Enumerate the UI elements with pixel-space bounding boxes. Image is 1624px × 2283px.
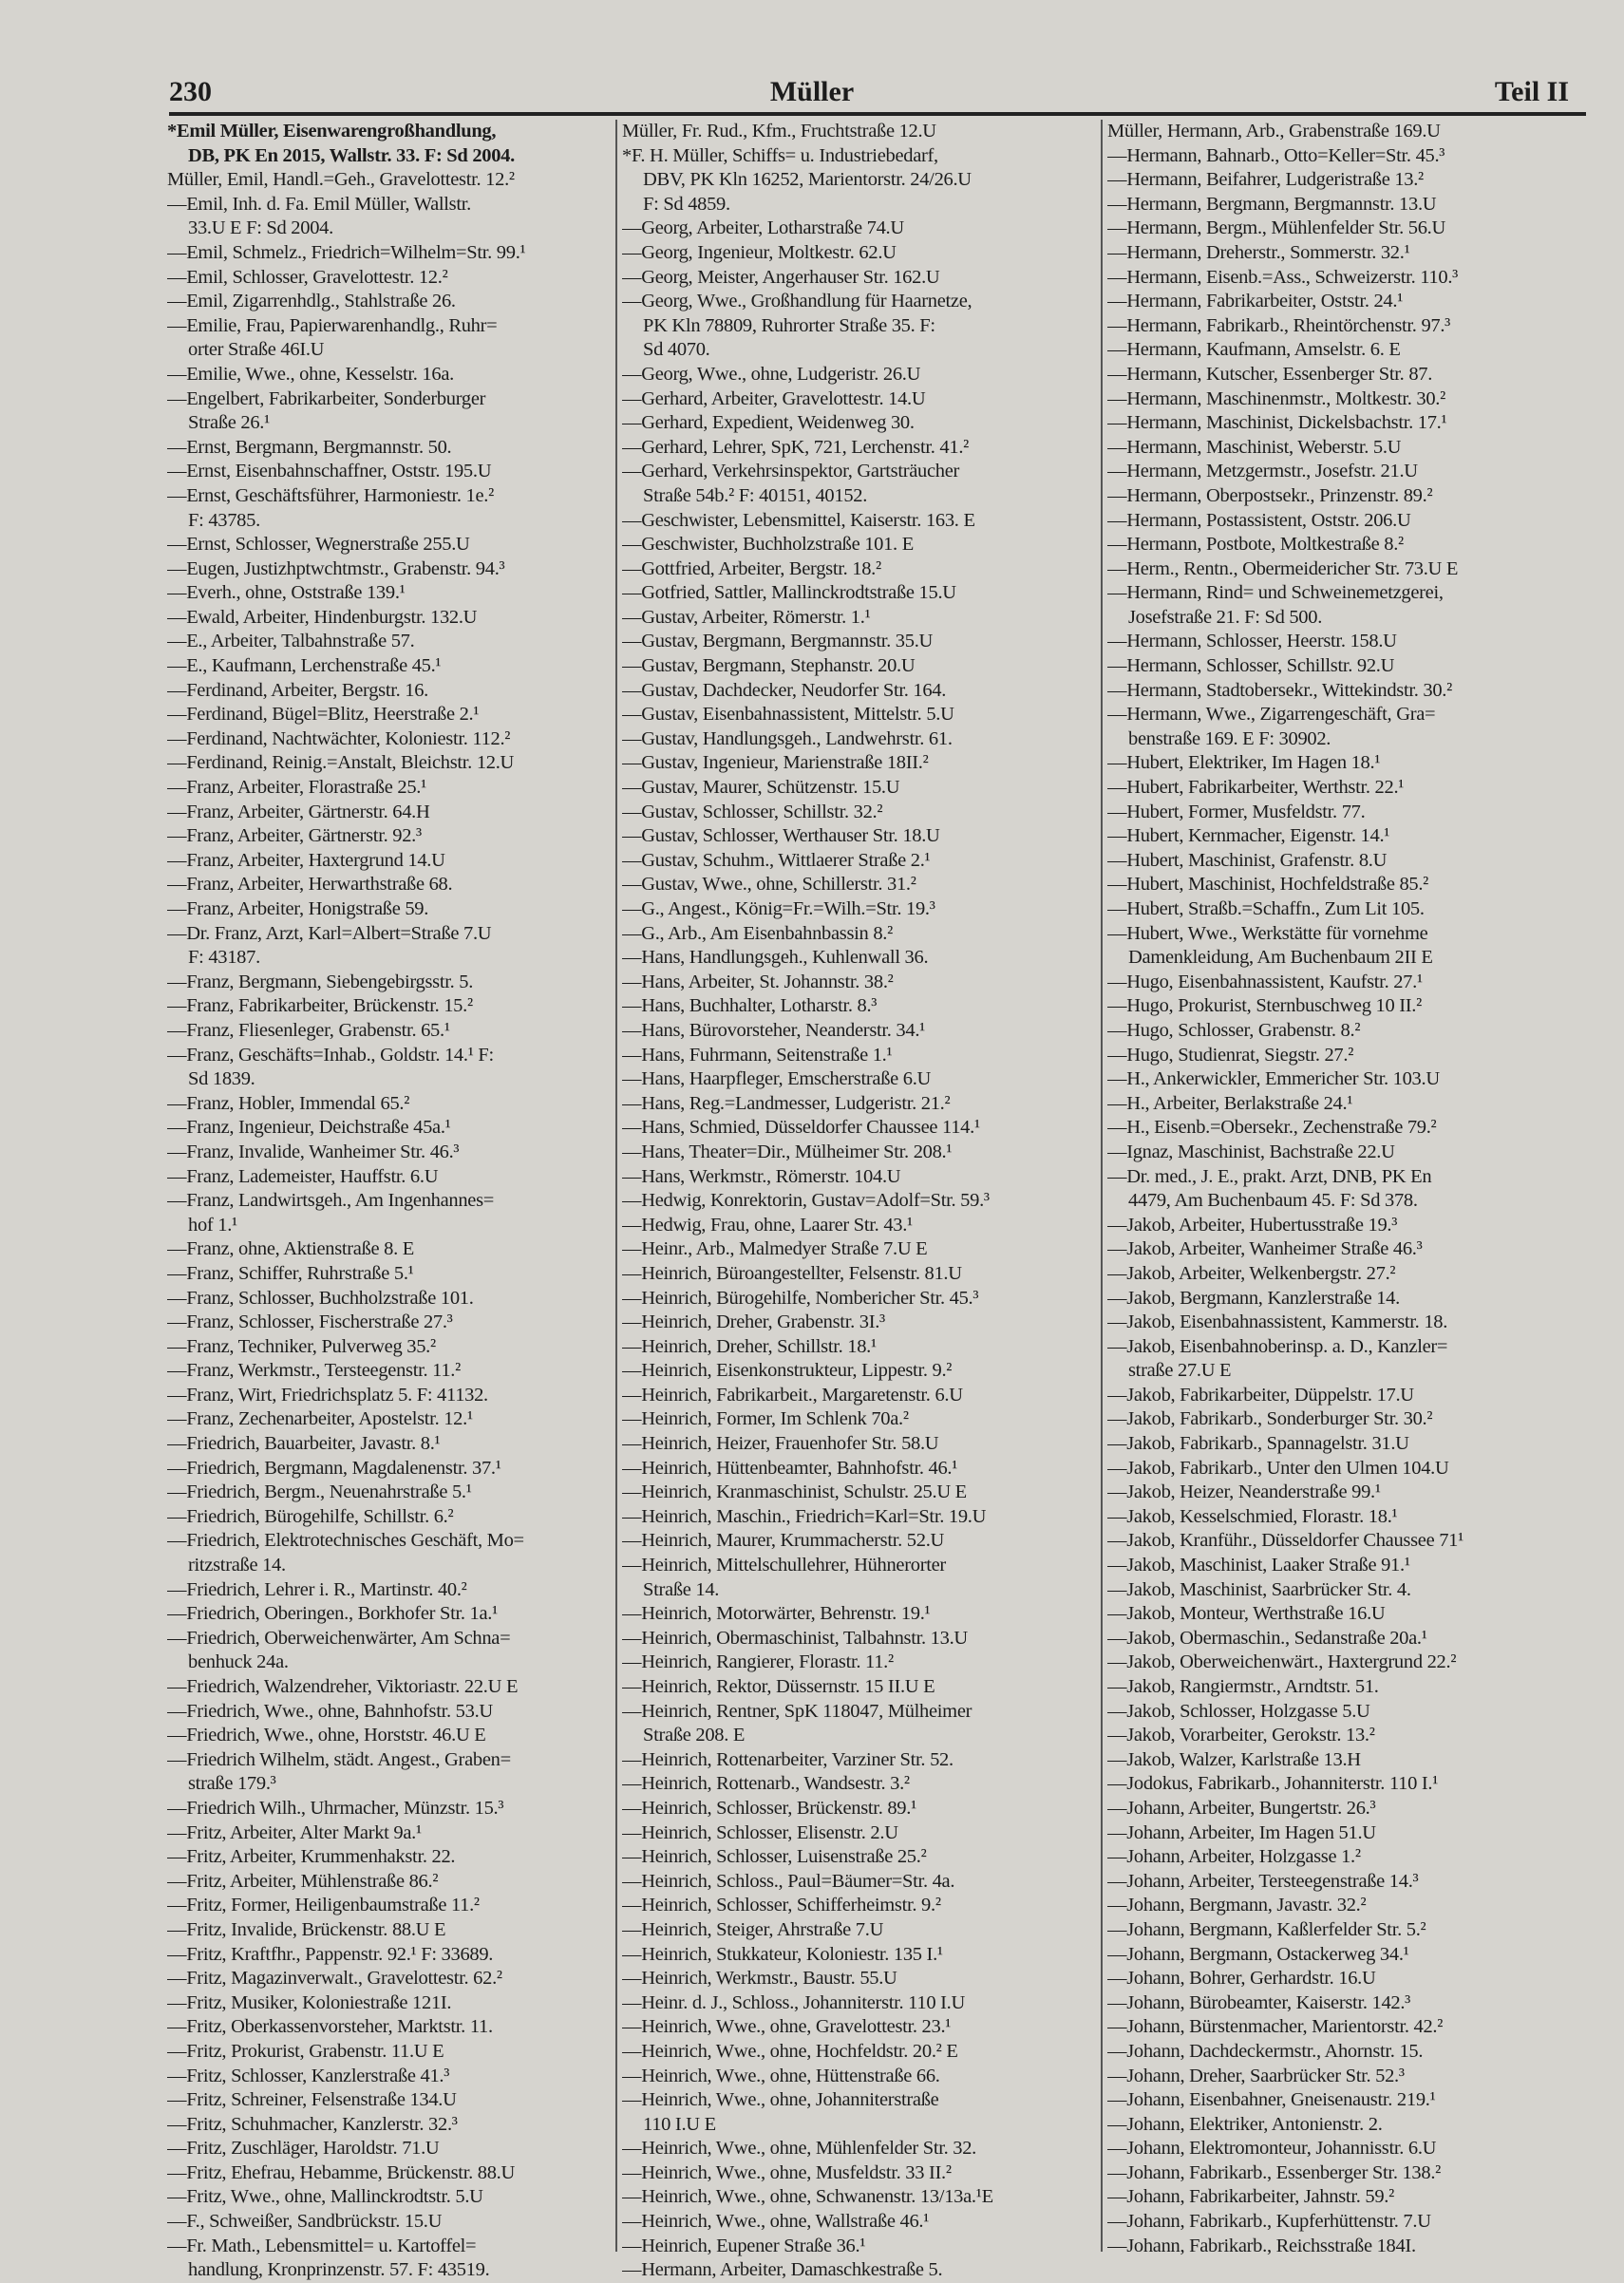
page-title: Müller: [769, 76, 855, 107]
directory-line: —Hubert, Kernmacher, Eigenstr. 14.¹: [1107, 825, 1390, 847]
directory-line: —Hubert, Former, Musfeldstr. 77.: [1107, 801, 1366, 822]
directory-line: —Franz, Ingenieur, Deichstraße 45a.¹: [167, 1117, 451, 1139]
directory-line: —Jakob, Oberweichenwärt., Haxtergrund 22.²: [1107, 1651, 1457, 1673]
directory-line: —Georg, Meister, Angerhauser Str. 162.U: [622, 266, 940, 288]
directory-line: —Heinrich, Wwe., ohne, Johanniterstraße: [622, 2089, 939, 2111]
directory-line: —Hermann, Wwe., Zigarrengeschäft, Gra=: [1107, 704, 1436, 726]
directory-line: —Gustav, Eisenbahnassistent, Mittelstr. 5.U: [622, 704, 954, 726]
directory-line: —Fritz, Kraftfhr., Pappenstr. 92.¹ F: 33689.: [167, 1943, 494, 1965]
directory-line: —Hans, Reg.=Landmesser, Ludgeristr. 21.²: [622, 1092, 951, 1114]
directory-line: —Jakob, Bergmann, Kanzlerstraße 14.: [1107, 1287, 1400, 1309]
directory-line: —Franz, Schlosser, Buchholzstraße 101.: [167, 1287, 474, 1309]
directory-line: —Hermann, Bahnarb., Otto=Keller=Str. 45.³: [1107, 144, 1445, 166]
directory-line: —Heinrich, Wwe., ohne, Gravelottestr. 23.¹: [622, 2016, 952, 2038]
directory-line: —Heinrich, Dreher, Schillstr. 18.¹: [622, 1335, 877, 1357]
directory-line: —Johann, Bürobeamter, Kaiserstr. 142.³: [1107, 1991, 1411, 2013]
directory-line: —Gustav, Bergmann, Stephanstr. 20.U: [622, 655, 916, 677]
directory-line: —Jakob, Rangiermstr., Arndtstr. 51.: [1107, 1676, 1379, 1697]
directory-line: —Jakob, Maschinist, Laaker Straße 91.¹: [1107, 1555, 1410, 1576]
directory-line: —Ernst, Bergmann, Bergmannstr. 50.: [167, 436, 452, 458]
directory-line: —Johann, Fabrikarb., Reichsstraße 184I.: [1107, 2235, 1416, 2256]
directory-line: —Fritz, Magazinverwalt., Gravelottestr. 62.²: [167, 1968, 502, 1990]
directory-line: —Jakob, Walzer, Karlstraße 13.H: [1107, 1748, 1361, 1770]
directory-line: —Hubert, Maschinist, Hochfeldstraße 85.²: [1107, 874, 1429, 896]
directory-line: —Hermann, Fabrikarb., Rheintörchenstr. 97.³: [1107, 314, 1451, 336]
directory-line: Sd 4070.: [643, 339, 710, 361]
directory-line: —Geschwister, Lebensmittel, Kaiserstr. 163. E: [622, 509, 975, 531]
directory-line: —Johann, Fabrikarb., Essenberger Str. 138.²: [1107, 2161, 1441, 2183]
directory-line: —Jakob, Obermaschin., Sedanstraße 20a.¹: [1107, 1627, 1427, 1649]
directory-line: —Heinrich, Werkmstr., Baustr. 55.U: [622, 1968, 897, 1990]
directory-line: —Franz, Schiffer, Ruhrstraße 5.¹: [167, 1262, 414, 1284]
directory-line: 110 I.U E: [643, 2113, 716, 2135]
directory-line: —Everh., ohne, Oststraße 139.¹: [167, 582, 406, 604]
directory-line: —Franz, Hobler, Immendal 65.²: [167, 1092, 410, 1114]
directory-line: —Hermann, Maschinist, Weberstr. 5.U: [1107, 436, 1402, 458]
directory-line: —Jakob, Arbeiter, Wanheimer Straße 46.³: [1107, 1238, 1423, 1260]
directory-line: —Georg, Wwe., ohne, Ludgeristr. 26.U: [622, 363, 921, 385]
directory-line: —Geschwister, Buchholzstraße 101. E: [622, 534, 914, 556]
directory-line: —Jodokus, Fabrikarb., Johanniterstr. 110 I.¹: [1107, 1773, 1439, 1795]
directory-line: —Emilie, Frau, Papierwarenhandlg., Ruhr=: [167, 314, 498, 336]
directory-line: —Hermann, Kutscher, Essenberger Str. 87.: [1107, 363, 1433, 385]
directory-line: —Gustav, Handlungsgeh., Landwehrstr. 61.: [622, 727, 953, 749]
directory-line: —Fritz, Musiker, Koloniestraße 121I.: [167, 1991, 452, 2013]
directory-line: —G., Arb., Am Eisenbahnbassin 8.²: [622, 922, 893, 944]
directory-line: —Ewald, Arbeiter, Hindenburgstr. 132.U: [167, 606, 478, 628]
directory-line: —Fritz, Former, Heiligenbaumstraße 11.²: [167, 1895, 480, 1916]
directory-line: —E., Kaufmann, Lerchenstraße 45.¹: [167, 655, 442, 677]
directory-line: benhuck 24a.: [188, 1651, 289, 1673]
column-1: [167, 120, 614, 2283]
directory-line: —Johann, Fabrikarbeiter, Jahnstr. 59.²: [1107, 2186, 1394, 2208]
directory-line: F: 43785.: [188, 509, 260, 531]
directory-line: —Friedrich, Bauarbeiter, Javastr. 8.¹: [167, 1433, 441, 1455]
directory-line: —Hans, Buchhalter, Lotharstr. 8.³: [622, 995, 878, 1017]
directory-line: —Hermann, Schlosser, Heerstr. 158.U: [1107, 631, 1397, 652]
directory-line: —H., Eisenb.=Obersekr., Zechenstraße 79.²: [1107, 1117, 1437, 1139]
directory-line: —Georg, Arbeiter, Lotharstraße 74.U: [622, 217, 904, 239]
directory-line: —Hermann, Eisenb.=Ass., Schweizerstr. 110.³: [1107, 266, 1458, 288]
directory-line: —Hubert, Straßb.=Schaffn., Zum Lit 105.: [1107, 898, 1425, 919]
directory-line: —Hugo, Schlosser, Grabenstr. 8.²: [1107, 1019, 1361, 1041]
directory-line: —Fritz, Zuschläger, Haroldstr. 71.U: [167, 2138, 440, 2160]
directory-line: —Hans, Schmied, Düsseldorfer Chaussee 114.¹: [622, 1117, 980, 1139]
directory-line: —Hermann, Bergmann, Bergmannstr. 13.U: [1107, 193, 1437, 215]
directory-line: —Heinrich, Eisenkonstrukteur, Lippestr. 9.²: [622, 1360, 953, 1382]
directory-line: —Ferdinand, Bügel=Blitz, Heerstraße 2.¹: [167, 704, 480, 726]
directory-line: —Franz, Arbeiter, Haxtergrund 14.U: [167, 849, 445, 871]
directory-line: —Franz, Lademeister, Hauffstr. 6.U: [167, 1165, 439, 1187]
directory-line: —Emilie, Wwe., ohne, Kesselstr. 16a.: [167, 363, 454, 385]
directory-line: —Dr. med., J. E., prakt. Arzt, DNB, PK En: [1107, 1165, 1432, 1187]
directory-line: —Hubert, Maschinist, Grafenstr. 8.U: [1107, 849, 1388, 871]
directory-line: —Johann, Bergmann, Javastr. 32.²: [1107, 1895, 1367, 1916]
directory-line: —Hans, Arbeiter, St. Johannstr. 38.²: [622, 971, 894, 992]
directory-line: —Franz, ohne, Aktienstraße 8. E: [167, 1238, 414, 1260]
directory-line: PK Kln 78809, Ruhrorter Straße 35. F:: [643, 314, 935, 336]
directory-line: —Friedrich, Bergm., Neuenahrstraße 5.¹: [167, 1481, 472, 1503]
directory-line: —Johann, Dreher, Saarbrücker Str. 52.³: [1107, 2065, 1405, 2086]
directory-line: —Gotfried, Sattler, Mallinckrodtstraße 15.U: [622, 582, 956, 604]
directory-line: —Heinrich, Former, Im Schlenk 70a.²: [622, 1408, 909, 1430]
directory-line: *Emil Müller, Eisenwarengroßhandlung,: [167, 121, 497, 142]
directory-line: —Heinrich, Maurer, Krummacherstr. 52.U: [622, 1530, 945, 1552]
directory-line: Straße 14.: [643, 1578, 720, 1600]
directory-line: —Friedrich, Elektrotechnisches Geschäft, Mo=: [167, 1530, 524, 1552]
directory-line: —Heinrich, Heizer, Frauenhofer Str. 58.U: [622, 1433, 939, 1455]
directory-line: —Hermann, Schlosser, Schillstr. 92.U: [1107, 655, 1395, 677]
directory-line: —Hermann, Rind= und Schweinemetzgerei,: [1107, 582, 1444, 604]
directory-line: straße 179.³: [188, 1773, 276, 1795]
directory-line: *F. H. Müller, Schiffs= u. Industriebedarf,: [622, 144, 938, 166]
directory-line: —Gustav, Maurer, Schützenstr. 15.U: [622, 777, 900, 799]
directory-line: F: 43187.: [188, 947, 260, 969]
directory-line: —Heinrich, Wwe., ohne, Wallstraße 46.¹: [622, 2211, 930, 2233]
directory-line: —Heinrich, Kranmaschinist, Schulstr. 25.U E: [622, 1481, 967, 1503]
directory-line: —Eugen, Justizhptwchtmstr., Grabenstr. 94.³: [167, 557, 505, 579]
directory-line: —Jakob, Fabrikarb., Unter den Ulmen 104.U: [1107, 1457, 1449, 1479]
directory-line: straße 27.U E: [1128, 1360, 1232, 1382]
directory-line: hof 1.¹: [188, 1214, 237, 1236]
directory-line: —Ernst, Schlosser, Wegnerstraße 255.U: [167, 534, 470, 556]
directory-line: ritzstraße 14.: [188, 1555, 286, 1576]
directory-line: —Hans, Haarpfleger, Emscherstraße 6.U: [622, 1068, 932, 1090]
directory-line: —Hermann, Bergm., Mühlenfelder Str. 56.U: [1107, 217, 1445, 239]
directory-line: —Johann, Bürstenmacher, Marientorstr. 42.²: [1107, 2016, 1444, 2038]
directory-line: Damenkleidung, Am Buchenbaum 2II E: [1128, 947, 1433, 969]
directory-line: 33.U E F: Sd 2004.: [188, 217, 333, 239]
directory-line: —Heinrich, Wwe., ohne, Mühlenfelder Str. 32.: [622, 2138, 976, 2160]
directory-line: —Franz, Bergmann, Siebengebirgsstr. 5.: [167, 971, 474, 992]
directory-line: —Gustav, Arbeiter, Römerstr. 1.¹: [622, 606, 871, 628]
directory-line: —Jakob, Monteur, Werthstraße 16.U: [1107, 1603, 1386, 1625]
directory-line: —Franz, Arbeiter, Herwarthstraße 68.: [167, 874, 453, 896]
directory-line: —Emil, Zigarrenhdlg., Stahlstraße 26.: [167, 291, 456, 312]
directory-line: —F., Schweißer, Sandbrückstr. 15.U: [167, 2211, 443, 2233]
directory-line: —Franz, Techniker, Pulverweg 35.²: [167, 1335, 436, 1357]
directory-line: —Heinrich, Rektor, Düssernstr. 15 II.U E: [622, 1676, 935, 1697]
directory-line: —Jakob, Arbeiter, Welkenbergstr. 27.²: [1107, 1262, 1396, 1284]
directory-line: F: Sd 4859.: [643, 193, 730, 215]
directory-line: —Gustav, Ingenieur, Marienstraße 18II.²: [622, 752, 929, 774]
directory-line: benstraße 169. E F: 30902.: [1128, 727, 1331, 749]
directory-line: —Friedrich, Bürogehilfe, Schillstr. 6.²: [167, 1505, 454, 1527]
directory-line: —Jakob, Fabrikarb., Spannagelstr. 31.U: [1107, 1433, 1409, 1455]
header-rule: [169, 112, 1586, 116]
directory-line: DBV, PK Kln 16252, Marientorstr. 24/26.U: [643, 169, 972, 191]
directory-line: —Heinrich, Fabrikarbeit., Margaretenstr. 6.U: [622, 1384, 963, 1406]
directory-line: —Fritz, Schreiner, Felsenstraße 134.U: [167, 2089, 457, 2111]
directory-line: —Hermann, Stadtobersekr., Wittekindstr. 30.²: [1107, 679, 1452, 701]
directory-line: —H., Ankerwickler, Emmericher Str. 103.U: [1107, 1068, 1440, 1090]
directory-line: —Friedrich, Wwe., ohne, Horststr. 46.U E: [167, 1725, 486, 1746]
directory-line: —Johann, Arbeiter, Bungertstr. 26.³: [1107, 1797, 1376, 1819]
directory-line: —Fritz, Oberkassenvorsteher, Marktstr. 11.: [167, 2016, 493, 2038]
directory-line: —Johann, Bohrer, Gerhardstr. 16.U: [1107, 1968, 1376, 1990]
column-divider: [615, 120, 617, 2252]
directory-line: —Friedrich Wilhelm, städt. Angest., Graben=: [167, 1748, 511, 1770]
column-divider: [1101, 120, 1103, 2252]
directory-line: DB, PK En 2015, Wallstr. 33. F: Sd 2004.: [188, 144, 515, 166]
directory-line: —Hugo, Studienrat, Siegstr. 27.²: [1107, 1044, 1354, 1066]
directory-line: —Heinrich, Motorwärter, Behrenstr. 19.¹: [622, 1603, 931, 1625]
directory-line: —Friedrich, Walzendreher, Viktoriastr. 22.U E: [167, 1676, 519, 1697]
directory-line: —Jakob, Eisenbahnassistent, Kammerstr. 18.: [1107, 1311, 1448, 1333]
directory-line: —Jakob, Arbeiter, Hubertusstraße 19.³: [1107, 1214, 1398, 1236]
directory-line: —Hermann, Postassistent, Oststr. 206.U: [1107, 509, 1411, 531]
directory-line: —Hans, Fuhrmann, Seitenstraße 1.¹: [622, 1044, 893, 1066]
directory-line: —Franz, Fliesenleger, Grabenstr. 65.¹: [167, 1019, 450, 1041]
directory-line: —Johann, Eisenbahner, Gneisenaustr. 219.¹: [1107, 2089, 1436, 2111]
directory-line: —Franz, Landwirtsgeh., Am Ingenhannes=: [167, 1190, 495, 1212]
directory-line: —Georg, Ingenieur, Moltkestr. 62.U: [622, 241, 897, 263]
directory-line: —Fritz, Wwe., ohne, Mallinckrodtstr. 5.U: [167, 2186, 483, 2208]
directory-line: —Gottfried, Arbeiter, Bergstr. 18.²: [622, 557, 881, 579]
directory-line: —Franz, Geschäfts=Inhab., Goldstr. 14.¹ F:: [167, 1044, 494, 1066]
directory-line: —Fr. Math., Lebensmittel= u. Kartoffel=: [167, 2235, 477, 2256]
directory-line: —Hugo, Prokurist, Sternbuschweg 10 II.²: [1107, 995, 1422, 1017]
directory-line: Sd 1839.: [188, 1068, 255, 1090]
directory-line: —Heinrich, Hüttenbeamter, Bahnhofstr. 46.¹: [622, 1457, 958, 1479]
directory-line: —Fritz, Invalide, Brückenstr. 88.U E: [167, 1918, 446, 1940]
directory-line: —Johann, Arbeiter, Tersteegenstraße 14.³: [1107, 1870, 1419, 1892]
directory-line: —Franz, Wirt, Friedrichsplatz 5. F: 41132.: [167, 1384, 488, 1406]
directory-line: —Heinrich, Wwe., ohne, Schwanenstr. 13/13a.¹E: [622, 2186, 993, 2208]
directory-line: —Fritz, Arbeiter, Krummenhakstr. 22.: [167, 1846, 456, 1868]
directory-line: —Hedwig, Konrektorin, Gustav=Adolf=Str. 59.³: [622, 1190, 990, 1212]
directory-line: —Johann, Elektriker, Antonienstr. 2.: [1107, 2113, 1383, 2135]
directory-line: —Heinrich, Steiger, Ahrstraße 7.U: [622, 1918, 884, 1940]
directory-line: —Ernst, Geschäftsführer, Harmoniestr. 1e.²: [167, 484, 494, 506]
directory-line: —Heinrich, Schlosser, Luisenstraße 25.²: [622, 1846, 927, 1868]
column-3: [1107, 120, 1586, 2258]
directory-line: —Johann, Fabrikarb., Kupferhüttenstr. 7.U: [1107, 2211, 1431, 2233]
directory-line: —Heinrich, Schlosser, Schifferheimstr. 9.²: [622, 1895, 941, 1916]
directory-line: —Franz, Schlosser, Fischerstraße 27.³: [167, 1311, 453, 1333]
directory-line: —Hans, Werkmstr., Römerstr. 104.U: [622, 1165, 901, 1187]
directory-line: —Hermann, Kaufmann, Amselstr. 6. E: [1107, 339, 1401, 361]
directory-line: Straße 26.¹: [188, 412, 270, 434]
directory-line: —Heinrich, Rangierer, Florastr. 11.²: [622, 1651, 894, 1673]
directory-line: —Jakob, Eisenbahnoberinsp. a. D., Kanzler=: [1107, 1335, 1448, 1357]
directory-line: —Hedwig, Frau, ohne, Laarer Str. 43.¹: [622, 1214, 913, 1236]
directory-line: —Friedrich, Lehrer i. R., Martinstr. 40.²: [167, 1578, 467, 1600]
directory-line: —Jakob, Vorarbeiter, Gerokstr. 13.²: [1107, 1725, 1375, 1746]
directory-line: —Heinrich, Schlosser, Elisenstr. 2.U: [622, 1821, 898, 1843]
directory-line: —Friedrich, Oberweichenwärter, Am Schna=: [167, 1627, 511, 1649]
directory-line: —Franz, Zechenarbeiter, Apostelstr. 12.¹: [167, 1408, 473, 1430]
directory-line: —Heinrich, Obermaschinist, Talbahnstr. 13.U: [622, 1627, 968, 1649]
part-label: Teil II: [1494, 76, 1569, 107]
directory-line: —Gerhard, Expedient, Weidenweg 30.: [622, 412, 915, 434]
directory-line: —Gustav, Schuhm., Wittlaerer Straße 2.¹: [622, 849, 931, 871]
directory-line: —Heinrich, Rentner, SpK 118047, Mülheimer: [622, 1700, 973, 1722]
directory-line: —Friedrich Wilh., Uhrmacher, Münzstr. 15.³: [167, 1797, 504, 1819]
directory-line: —Franz, Arbeiter, Gärtnerstr. 64.H: [167, 801, 430, 822]
directory-line: —Hubert, Wwe., Werkstätte für vornehme: [1107, 922, 1428, 944]
directory-line: —Heinrich, Rottenarbeiter, Varziner Str. 52.: [622, 1748, 954, 1770]
directory-line: —Hans, Bürovorsteher, Neanderstr. 34.¹: [622, 1019, 926, 1041]
directory-line: —Heinrich, Rottenarb., Wandsestr. 3.²: [622, 1773, 910, 1795]
directory-line: orter Straße 46I.U: [188, 339, 325, 361]
directory-line: —Ferdinand, Nachtwächter, Koloniestr. 112.²: [167, 727, 511, 749]
directory-line: —Franz, Werkmstr., Tersteegenstr. 11.²: [167, 1360, 461, 1382]
directory-line: —Gustav, Wwe., ohne, Schillerstr. 31.²: [622, 874, 916, 896]
directory-line: —Heinrich, Büroangestellter, Felsenstr. 81.U: [622, 1262, 962, 1284]
directory-line: —Friedrich, Oberingen., Borkhofer Str. 1a.¹: [167, 1603, 498, 1625]
directory-line: —Gerhard, Verkehrsinspektor, Gartsträucher: [622, 461, 960, 482]
directory-line: —Hubert, Elektriker, Im Hagen 18.¹: [1107, 752, 1381, 774]
directory-line: —Johann, Bergmann, Ostackerweg 34.¹: [1107, 1943, 1409, 1965]
directory-line: 4479, Am Buchenbaum 45. F: Sd 378.: [1128, 1190, 1418, 1212]
directory-line: —Emil, Inh. d. Fa. Emil Müller, Wallstr.: [167, 193, 471, 215]
directory-line: —Gustav, Schlosser, Schillstr. 32.²: [622, 801, 883, 822]
directory-line: —Gustav, Dachdecker, Neudorfer Str. 164.: [622, 679, 947, 701]
directory-line: —Ferdinand, Arbeiter, Bergstr. 16.: [167, 679, 428, 701]
directory-line: —Hermann, Maschinenmstr., Moltkestr. 30.²: [1107, 387, 1445, 409]
directory-line: —Franz, Arbeiter, Florastraße 25.¹: [167, 777, 426, 799]
directory-line: —Jakob, Heizer, Neanderstraße 99.¹: [1107, 1481, 1381, 1503]
directory-line: —Dr. Franz, Arzt, Karl=Albert=Straße 7.U: [167, 922, 492, 944]
directory-line: —Franz, Fabrikarbeiter, Brückenstr. 15.²: [167, 995, 473, 1017]
directory-line: —Hermann, Dreherstr., Sommerstr. 32.¹: [1107, 241, 1410, 263]
directory-line: Müller, Fr. Rud., Kfm., Fruchtstraße 12.U: [622, 121, 936, 142]
directory-line: —Hermann, Postbote, Moltkestraße 8.²: [1107, 534, 1404, 556]
directory-line: —Fritz, Prokurist, Grabenstr. 11.U E: [167, 2040, 444, 2062]
directory-line: —Hubert, Fabrikarbeiter, Werthstr. 22.¹: [1107, 777, 1405, 799]
directory-line: —Jakob, Kranführ., Düsseldorfer Chaussee 71¹: [1107, 1530, 1463, 1552]
directory-line: —Heinrich, Maschin., Friedrich=Karl=Str. 19.U: [622, 1505, 987, 1527]
directory-line: —Herm., Rentn., Obermeidericher Str. 73.U E: [1107, 557, 1459, 579]
directory-line: handlung, Kronprinzenstr. 57. F: 43519.: [188, 2259, 490, 2281]
directory-line: —Jakob, Schlosser, Holzgasse 5.U: [1107, 1700, 1370, 1722]
directory-line: —Hermann, Maschinist, Dickelsbachstr. 17.¹: [1107, 412, 1447, 434]
directory-line: —Heinr., Arb., Malmedyer Straße 7.U E: [622, 1238, 928, 1260]
directory-line: —Heinrich, Wwe., ohne, Hüttenstraße 66.: [622, 2065, 940, 2086]
directory-line: —Gustav, Bergmann, Bergmannstr. 35.U: [622, 631, 934, 652]
directory-line: —E., Arbeiter, Talbahnstraße 57.: [167, 631, 415, 652]
directory-line: —Fritz, Ehefrau, Hebamme, Brückenstr. 88.U: [167, 2161, 515, 2183]
directory-line: Müller, Emil, Handl.=Geh., Gravelottestr. 12.²: [167, 169, 515, 191]
directory-line: —Friedrich, Bergmann, Magdalenenstr. 37.¹: [167, 1457, 501, 1479]
directory-line: —Jakob, Fabrikarb., Sonderburger Str. 30.²: [1107, 1408, 1433, 1430]
directory-line: —Emil, Schlosser, Gravelottestr. 12.²: [167, 266, 448, 288]
directory-line: —Fritz, Arbeiter, Alter Markt 9a.¹: [167, 1821, 422, 1843]
directory-line: —Fritz, Arbeiter, Mühlenstraße 86.²: [167, 1870, 439, 1892]
directory-line: —Hans, Handlungsgeh., Kuhlenwall 36.: [622, 947, 929, 969]
directory-line: —Jakob, Kesselschmied, Florastr. 18.¹: [1107, 1505, 1398, 1527]
directory-line: —Engelbert, Fabrikarbeiter, Sonderburger: [167, 387, 486, 409]
directory-line: —Friedrich, Wwe., ohne, Bahnhofstr. 53.U: [167, 1700, 493, 1722]
directory-line: —Heinrich, Bürogehilfe, Nombericher Str. 45.³: [622, 1287, 979, 1309]
directory-line: —Hugo, Eisenbahnassistent, Kaufstr. 27.¹: [1107, 971, 1423, 992]
directory-line: Josefstraße 21. F: Sd 500.: [1128, 606, 1323, 628]
directory-line: —Heinrich, Wwe., ohne, Musfeldstr. 33 II.²: [622, 2161, 952, 2183]
column-2: [622, 120, 1099, 2283]
directory-line: —Johann, Dachdeckermstr., Ahornstr. 15.: [1107, 2040, 1424, 2062]
directory-line: —Hermann, Fabrikarbeiter, Oststr. 24.¹: [1107, 291, 1404, 312]
directory-line: —Heinrich, Wwe., ohne, Hochfeldstr. 20.² E: [622, 2040, 958, 2062]
directory-line: —Johann, Arbeiter, Im Hagen 51.U: [1107, 1821, 1376, 1843]
directory-line: —Gerhard, Arbeiter, Gravelottestr. 14.U: [622, 387, 926, 409]
directory-line: —Fritz, Schuhmacher, Kanzlerstr. 32.³: [167, 2113, 458, 2135]
directory-line: —H., Arbeiter, Berlakstraße 24.¹: [1107, 1092, 1353, 1114]
directory-line: —Ferdinand, Reinig.=Anstalt, Bleichstr. 12.U: [167, 752, 515, 774]
directory-line: —Heinrich, Schloss., Paul=Bäumer=Str. 4a.: [622, 1870, 955, 1892]
directory-line: Straße 54b.² F: 40151, 40152.: [643, 484, 868, 506]
directory-line: Müller, Hermann, Arb., Grabenstraße 169.U: [1107, 121, 1441, 142]
directory-line: —G., Angest., König=Fr.=Wilh.=Str. 19.³: [622, 898, 935, 919]
directory-line: —Johann, Arbeiter, Holzgasse 1.²: [1107, 1846, 1361, 1868]
directory-line: —Johann, Bergmann, Kaßlerfelder Str. 5.²: [1107, 1918, 1426, 1940]
directory-line: —Gerhard, Lehrer, SpK, 721, Lerchenstr. 41.²: [622, 436, 969, 458]
directory-line: —Franz, Invalide, Wanheimer Str. 46.³: [167, 1141, 460, 1162]
page-number: 230: [169, 76, 212, 107]
directory-line: —Ignaz, Maschinist, Bachstraße 22.U: [1107, 1141, 1395, 1162]
directory-line: —Johann, Elektromonteur, Johannisstr. 6.U: [1107, 2138, 1437, 2160]
directory-line: —Heinrich, Stukkateur, Koloniestr. 135 I.¹: [622, 1943, 943, 1965]
directory-line: —Hermann, Arbeiter, Damaschkestraße 5.: [622, 2259, 943, 2281]
directory-line: —Jakob, Fabrikarbeiter, Düppelstr. 17.U: [1107, 1384, 1414, 1406]
directory-line: —Heinrich, Eupener Straße 36.¹: [622, 2235, 866, 2256]
directory-line: —Heinrich, Mittelschullehrer, Hühnerorter: [622, 1555, 946, 1576]
directory-line: —Heinrich, Dreher, Grabenstr. 3I.³: [622, 1311, 885, 1333]
directory-line: —Fritz, Schlosser, Kanzlerstraße 41.³: [167, 2065, 450, 2086]
directory-line: —Ernst, Eisenbahnschaffner, Oststr. 195.U: [167, 461, 492, 482]
directory-line: —Heinr. d. J., Schloss., Johanniterstr. 110 I.U: [622, 1991, 965, 2013]
directory-line: —Hans, Theater=Dir., Mülheimer Str. 208.¹: [622, 1141, 953, 1162]
directory-line: —Franz, Arbeiter, Gärtnerstr. 92.³: [167, 825, 422, 847]
directory-line: Straße 208. E: [643, 1725, 746, 1746]
directory-line: —Georg, Wwe., Großhandlung für Haarnetze,: [622, 291, 973, 312]
directory-line: —Franz, Arbeiter, Honigstraße 59.: [167, 898, 429, 919]
directory-line: —Hermann, Metzgermstr., Josefstr. 21.U: [1107, 461, 1418, 482]
directory-line: —Heinrich, Schlosser, Brückenstr. 89.¹: [622, 1797, 916, 1819]
directory-line: —Hermann, Beifahrer, Ludgeristraße 13.²: [1107, 169, 1424, 191]
directory-line: —Gustav, Schlosser, Werthauser Str. 18.U: [622, 825, 940, 847]
directory-line: —Hermann, Oberpostsekr., Prinzenstr. 89.²: [1107, 484, 1433, 506]
directory-line: —Jakob, Maschinist, Saarbrücker Str. 4.: [1107, 1578, 1411, 1600]
directory-line: —Emil, Schmelz., Friedrich=Wilhelm=Str. 99.¹: [167, 241, 526, 263]
